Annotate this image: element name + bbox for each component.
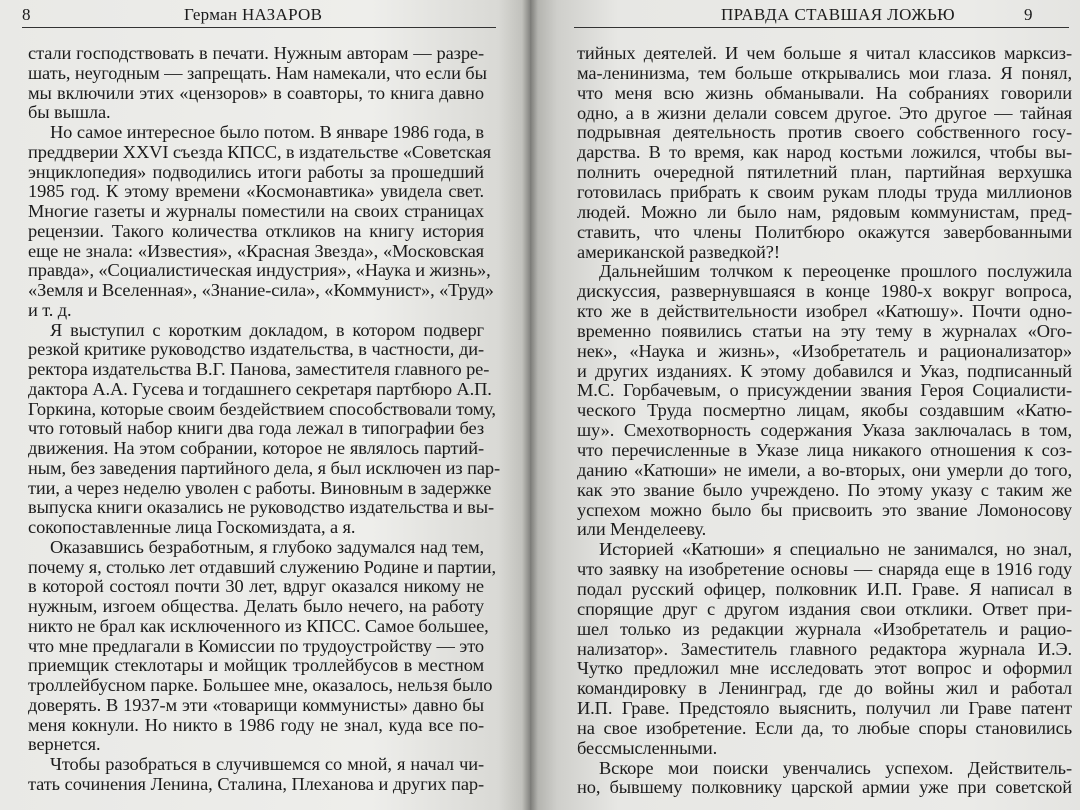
text-line: 1985 год. К этому времени «Космонавтика» увидела свет. [28, 181, 484, 202]
header-rule-left [22, 27, 496, 28]
text-line: что заявку на изобретение основы — снаряда еще в 1916 году [577, 559, 1072, 580]
text-line: преддверии XXVI съезда КПСС, в издательстве «Советская [28, 141, 491, 162]
text-line: тийных деятелей. И чем больше я читал классиков марксиз- [577, 43, 1072, 63]
text-line: в которой состоял почти 30 лет, вдруг оказался никому не [28, 576, 484, 597]
text-line: дарства. В то время, как народ костьми ложился, чтобы вы- [577, 142, 1072, 163]
text-line: спорящие друг с другом издания свои отклики. Ответ при- [577, 598, 1072, 619]
text-line: Но самое интересное было потом. В январе 1986 года, в [50, 122, 484, 142]
text-line: кто же в действительности изобрел «Катюшу». Почти одно- [577, 301, 1072, 322]
text-line: Многие газеты и журналы поместили на своих страницах [28, 201, 484, 221]
text-line: шу». Смехотворность содержания Указа заключалась в том, [577, 420, 1072, 441]
text-line: ческого Труда посмертно лицам, якобы создавшим «Катю- [577, 400, 1072, 421]
text-line: одно, а в жизни делали совсем другое. Это другое — тайная [577, 102, 1072, 123]
text-line: резкой критике руководство издательства, в частности, ди- [28, 339, 484, 360]
text-line: готовилась прибрать к своим рукам плоды труда миллионов [577, 181, 1072, 202]
text-line: Чтобы разобраться в случившемся со мной, я начал чи- [50, 754, 484, 774]
page-number-right: 9 [1024, 5, 1033, 24]
text-line: нек», «Наука и жизнь», «Изобретатель и рационализатор» [577, 340, 1072, 361]
text-line: нужным, изгоем общества. Делать было нечего, на работу [28, 596, 484, 616]
text-line: но, бывшему полковнику царской армии уже при советской [577, 777, 1072, 798]
text-line: энциклопедия» подводились итоги работы за прошедший [28, 161, 484, 182]
text-line: шел только из редакции журнала «Изобретатель и рацио- [577, 618, 1072, 639]
text-line: М.С. Горбачевым, о присуждении звания Героя Социалисти- [577, 380, 1072, 401]
text-line: дискуссия, развернувшаяся в конце 1980-х вокруг вопроса, [577, 281, 1072, 302]
right-page [530, 0, 1080, 810]
text-line: еще не знала: «Известия», «Красная Звезда», «Московская [28, 240, 484, 261]
text-line: и других изданиях. К этому добавился и Указ, подписанный [577, 360, 1072, 381]
text-line: и т. д. [28, 299, 72, 320]
text-line: вернется. [28, 734, 101, 755]
text-line: данию «Катюши» не имели, а во-вторых, они умерли до того, [577, 459, 1072, 480]
text-line: как это звание было учреждено. По этому указу с таким же [577, 479, 1072, 500]
text-line: Историей «Катюши» я специально не занимался, но знал, [599, 539, 1072, 560]
text-line: американской разведкой?! [577, 241, 780, 262]
text-line: что меня всю жизнь обманывали. На собраниях говорили [577, 82, 1072, 103]
text-line: дактора А.А. Гусева и тогдашнего секретаря партбюро А.П. [28, 378, 492, 399]
text-line: успехом можно было бы присвоить это звание Ломоносову [577, 499, 1072, 520]
text-line: никто не брал как исключенного из КПСС. Самое большее, [28, 615, 489, 636]
text-line: что мне предлагали в Комиссии по трудоустройству — это [28, 635, 484, 656]
text-line: Оказавшись безработным, я глубоко задумался над тем, [50, 536, 484, 557]
book-gutter-shadow [522, 0, 538, 810]
text-line: временно появились статьи на эту тему в журналах «Ого- [577, 320, 1072, 341]
text-line: что готовый набор книги два года лежал в типографии без [28, 418, 484, 439]
text-line: правда», «Социалистическая индустрия», «Наука и жизнь», [28, 260, 491, 281]
text-line: мы включили этих «цензоров» в соавторы, то книга давно [28, 82, 484, 103]
text-line: подрывная деятельность против своего собственного госу- [577, 122, 1072, 143]
text-line: бессмысленными. [577, 737, 718, 758]
text-line: Чутко предложил мне исследовать этот вопрос и оформил [577, 658, 1072, 679]
text-line: нализатор». Заместитель главного редактора журнала И.Э. [577, 638, 1072, 659]
text-line: подал русский офицер, полковник И.П. Граве. Я написал в [577, 578, 1072, 599]
text-line: рецензии. Такого количества откликов на книгу история [28, 220, 484, 241]
text-line: ным, без заведения партийного дела, я был исключен из пар- [28, 457, 501, 478]
text-line: «Земля и Вселенная», «Знание-сила», «Коммунист», «Труд» [28, 280, 494, 300]
text-line: ма-ленинизма, тем больше открывались мои глаза. Я понял, [577, 62, 1072, 83]
text-line: что перечисленные в Указе лица никакого отношения к соз- [577, 440, 1072, 460]
text-line: людей. Можно ли было нам, рядовым коммунистам, пред- [577, 201, 1072, 222]
text-line: Горкина, которые своим бездействием способствовали тому, [28, 398, 496, 419]
text-line: И.П. Граве. Предстояло выяснить, получил ли Граве патент [577, 698, 1072, 719]
text-line: выпуска книги оказались не руководство издательства и вы- [28, 497, 494, 518]
text-line: полнить очередной пятилетний план, партийная верхушка [577, 162, 1072, 183]
text-line: ставить, что члены Политбюро окажутся завербованными [577, 221, 1072, 242]
left-page [0, 0, 530, 810]
text-line: шать, неугодным — запрещать. Нам намекали, что если бы [28, 62, 487, 83]
text-line: почему я, столько лет отдавший служению Родине и партии, [28, 556, 496, 577]
text-line: Дальнейшим толчком к переоценке прошлого послужила [599, 261, 1072, 282]
text-line: ректора издательства В.Г. Панова, заместителя главного ре- [28, 359, 490, 379]
text-line: тать сочинения Ленина, Сталина, Плеханова и других пар- [28, 773, 484, 794]
text-line: движения. На этом собрании, которое не являлось партий- [28, 438, 484, 458]
page-number-left: 8 [22, 5, 31, 24]
text-line: доверять. В 1937-м эти «товарищи коммунисты» давно бы [28, 694, 484, 715]
text-line: сокопоставленные лица Госкомиздата, а я. [28, 517, 356, 537]
text-line: или Менделееву. [577, 519, 707, 540]
text-line: на свое изобретение. Если да, то любые споры становились [577, 717, 1072, 738]
running-head-right: ПРАВДА СТАВШАЯ ЛОЖЬЮ [721, 5, 956, 24]
text-line: командировку в Ленинград, где до войны жил и работал [577, 678, 1072, 699]
header-rule-right [574, 27, 1069, 28]
text-line: Вскоре мои поиски увенчались успехом. Действитель- [599, 757, 1072, 778]
text-line: тии, а через неделю уволен с работы. Виновным в задержке [28, 477, 492, 498]
text-line: троллейбусном парке. Большее мне, оказалось, нельзя было [28, 675, 493, 695]
text-line: меня кокнули. Но никто в 1986 году не знал, куда все по- [28, 714, 484, 735]
text-line: приемщик стеклотары и мойщик троллейбусов в местном [28, 655, 484, 676]
text-line: Я выступил с коротким докладом, в котором подверг [50, 319, 484, 340]
running-head-left: Герман НАЗАРОВ [184, 5, 323, 24]
text-line: стали господствовать в печати. Нужным авторам — разре- [28, 43, 484, 63]
text-line: бы вышла. [28, 102, 111, 123]
